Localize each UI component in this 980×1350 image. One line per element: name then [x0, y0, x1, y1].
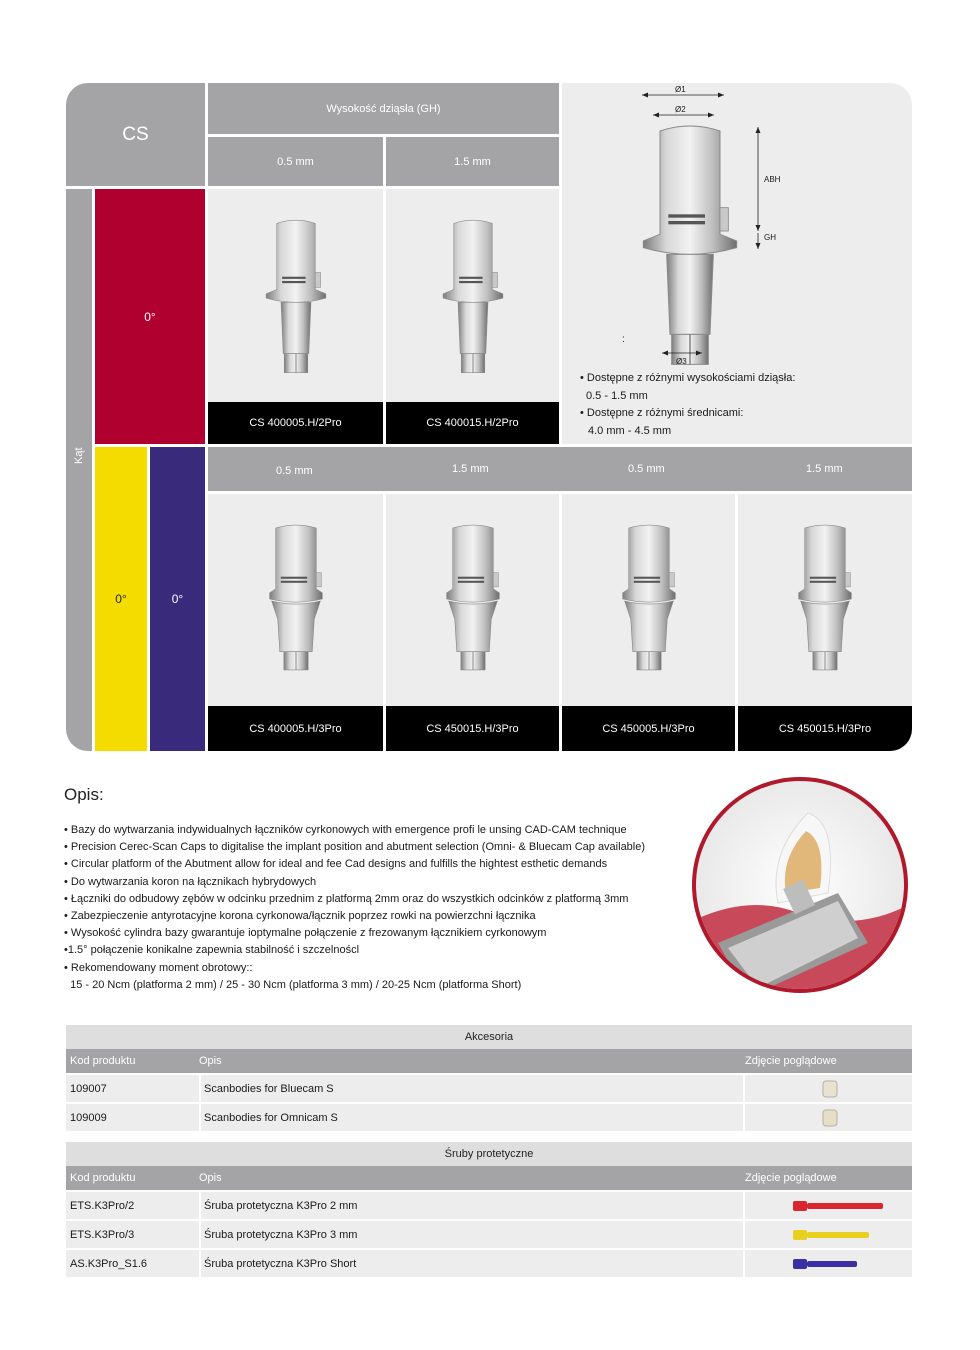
dimension-drawing — [562, 83, 912, 373]
product-desc: Scanbodies for Bluecam S — [204, 1083, 334, 1095]
dim-label-d3: Ø3 — [676, 357, 687, 366]
product-code-cell — [386, 706, 559, 751]
scanbody-image — [821, 1079, 839, 1099]
desc-cell — [199, 1250, 743, 1277]
angle-red — [95, 189, 205, 444]
table-row — [66, 1219, 912, 1248]
dim-label-abh: ABH — [764, 175, 781, 184]
description-item: • Precision Cerec-Scan Caps to digitalise the implant position and abutment selection (Omni- & Bluecam Cap available) — [64, 841, 646, 854]
gh-value: 1.5 mm — [452, 463, 489, 475]
abutment-image — [258, 217, 334, 377]
gh-header-1 — [386, 137, 559, 186]
product-code: 109007 — [70, 1083, 107, 1095]
product-code: ETS.K3Pro/3 — [70, 1229, 135, 1241]
product-code: CS 400015.H/2Pro — [426, 417, 519, 429]
product-code-cell — [738, 706, 912, 751]
screws-title — [66, 1142, 912, 1166]
angle-value: 0° — [115, 592, 127, 606]
accessories-table — [66, 1025, 912, 1131]
gh-value: 0.5 mm — [276, 465, 313, 477]
feature-line: 4.0 mm - 4.5 mm — [588, 424, 672, 437]
header-image: Zdjęcie poglądowe — [745, 1172, 837, 1184]
abutment-image — [435, 522, 511, 674]
product-code: ETS.K3Pro/2 — [70, 1200, 135, 1212]
scanbody-image — [821, 1108, 839, 1128]
table-header — [66, 1049, 912, 1073]
product-code-cell — [562, 706, 735, 751]
product-code-cell — [386, 402, 559, 444]
angle-purple — [150, 447, 205, 751]
product-code-cell — [208, 706, 383, 751]
description-item: •1.5° połączenie konikalne zapewnia stabilność i szczelnoścl — [64, 944, 360, 957]
table-row — [66, 1190, 912, 1219]
tooth-implant-illustration — [688, 773, 912, 997]
product-image-cell — [208, 189, 383, 402]
desc-cell — [199, 1221, 743, 1248]
angle-value: 0° — [171, 592, 184, 606]
product-code: CS 450005.H/3Pro — [602, 722, 695, 735]
description-item: • Zabezpieczenie antyrotacyjne korona cyrkonowa/łącznik poprzez rowki na powierzchni łącznika — [64, 910, 536, 923]
brand-cell — [66, 83, 205, 186]
screw-image — [793, 1228, 883, 1242]
feature-line: • Dostępne z różnymi średnicami: — [580, 407, 744, 419]
description-item: • Bazy do wytwarzania indywidualnych łączników cyrkonowych with emergence profi le unsing CAD-CAM technique — [64, 824, 627, 836]
product-code: AS.K3Pro_S1.6 — [70, 1258, 148, 1270]
header-code: Kod produktu — [70, 1055, 136, 1067]
table-row — [66, 1248, 912, 1277]
product-image-cell — [208, 494, 383, 706]
image-cell — [743, 1075, 912, 1102]
product-grid — [66, 83, 912, 751]
table-row — [66, 1073, 912, 1102]
brand-code: CS — [122, 123, 149, 145]
description-list — [64, 822, 684, 994]
gh-value: 0.5 mm — [628, 463, 665, 475]
screw-image — [793, 1199, 883, 1213]
table-row — [66, 1102, 912, 1131]
gh-value: 0.5 mm — [277, 155, 314, 168]
product-code: 109009 — [70, 1112, 107, 1124]
image-cell — [743, 1192, 912, 1219]
abutment-image — [611, 522, 687, 674]
table-header — [66, 1166, 912, 1190]
abutment-image — [792, 522, 858, 674]
product-image-cell — [386, 189, 559, 402]
gh-header-0 — [208, 137, 383, 186]
description-item: • Łączniki do odbudowy zębów w odcinku przednim z platformą 2mm oraz do wszystkich odcinków z platformą 3mm — [64, 892, 629, 905]
feature-list — [580, 370, 795, 440]
product-desc: Śruba protetyczna K3Pro 2 mm — [204, 1200, 358, 1212]
description-item: • Circular platform of the Abutment allow for ideal and fee Cad designs and fulfills the hightest esthetic demands — [64, 858, 608, 871]
product-image-cell — [738, 494, 912, 706]
gh-value: 1.5 mm — [454, 155, 491, 168]
description-title: Opis: — [64, 785, 104, 804]
header-desc: Opis — [199, 1172, 222, 1184]
angle-value: 0° — [144, 309, 156, 324]
description-item: 15 - 20 Ncm (platforma 2 mm) / 25 - 30 Ncm (platforma 3 mm) / 20-25 Ncm (platforma Short) — [64, 978, 522, 991]
desc-cell — [199, 1075, 743, 1102]
header-desc: Opis — [199, 1055, 222, 1067]
product-code: CS 450015.H/3Pro — [426, 722, 519, 735]
abutment-image — [258, 522, 334, 674]
image-cell — [743, 1221, 912, 1248]
desc-cell — [199, 1104, 743, 1131]
feature-line: 0.5 - 1.5 mm — [586, 389, 648, 402]
description-item: • Do wytwarzania koron na łącznikach hybrydowych — [64, 875, 317, 888]
description-item: • Rekomendowany moment obrotowy:: — [64, 961, 253, 974]
product-code-cell — [208, 402, 383, 444]
product-desc: Scanbodies for Omnicam S — [204, 1112, 338, 1124]
product-code: CS 450015.H/3Pro — [778, 722, 872, 735]
product-desc: Śruba protetyczna K3Pro 3 mm — [204, 1229, 358, 1241]
abutment-image — [440, 217, 506, 377]
product-code: CS 400005.H/2Pro — [249, 417, 342, 429]
feature-line: • Dostępne z różnymi wysokościami dziąsła: — [580, 372, 796, 384]
header-image: Zdjęcie poglądowe — [745, 1055, 837, 1067]
dim-label-gh: GH — [764, 233, 776, 242]
table-title: Śruby protetyczne — [444, 1148, 534, 1160]
product-code: CS 400005.H/3Pro — [249, 722, 342, 735]
product-image-cell — [386, 494, 559, 706]
dim-colon: : — [622, 334, 625, 345]
product-desc: Śruba protetyczna K3Pro Short — [204, 1258, 357, 1270]
gh-title: Wysokość dziąsła (GH) — [326, 102, 441, 115]
angle-label: Kąt — [73, 447, 85, 464]
dimension-diagram — [562, 83, 912, 444]
accessories-title — [66, 1025, 912, 1049]
description-item: • Wysokość cylindra bazy gwarantuje ioptymalne połączenie z frezowanym łącznikiem cyrkonowym — [64, 927, 547, 940]
angle-column — [66, 189, 92, 751]
desc-cell — [199, 1192, 743, 1219]
product-image-cell — [562, 494, 735, 706]
angle-yellow — [95, 447, 147, 751]
image-cell — [743, 1250, 912, 1277]
dim-label-d2: Ø2 — [675, 105, 686, 114]
header-code: Kod produktu — [70, 1172, 136, 1184]
gh-header-row — [208, 447, 912, 491]
screw-image — [793, 1257, 883, 1271]
table-title: Akcesoria — [464, 1031, 514, 1043]
screws-table — [66, 1142, 912, 1277]
dim-label-d1: Ø1 — [675, 85, 686, 94]
gh-value: 1.5 mm — [806, 463, 843, 475]
image-cell — [743, 1104, 912, 1131]
gh-title-cell — [208, 83, 559, 134]
